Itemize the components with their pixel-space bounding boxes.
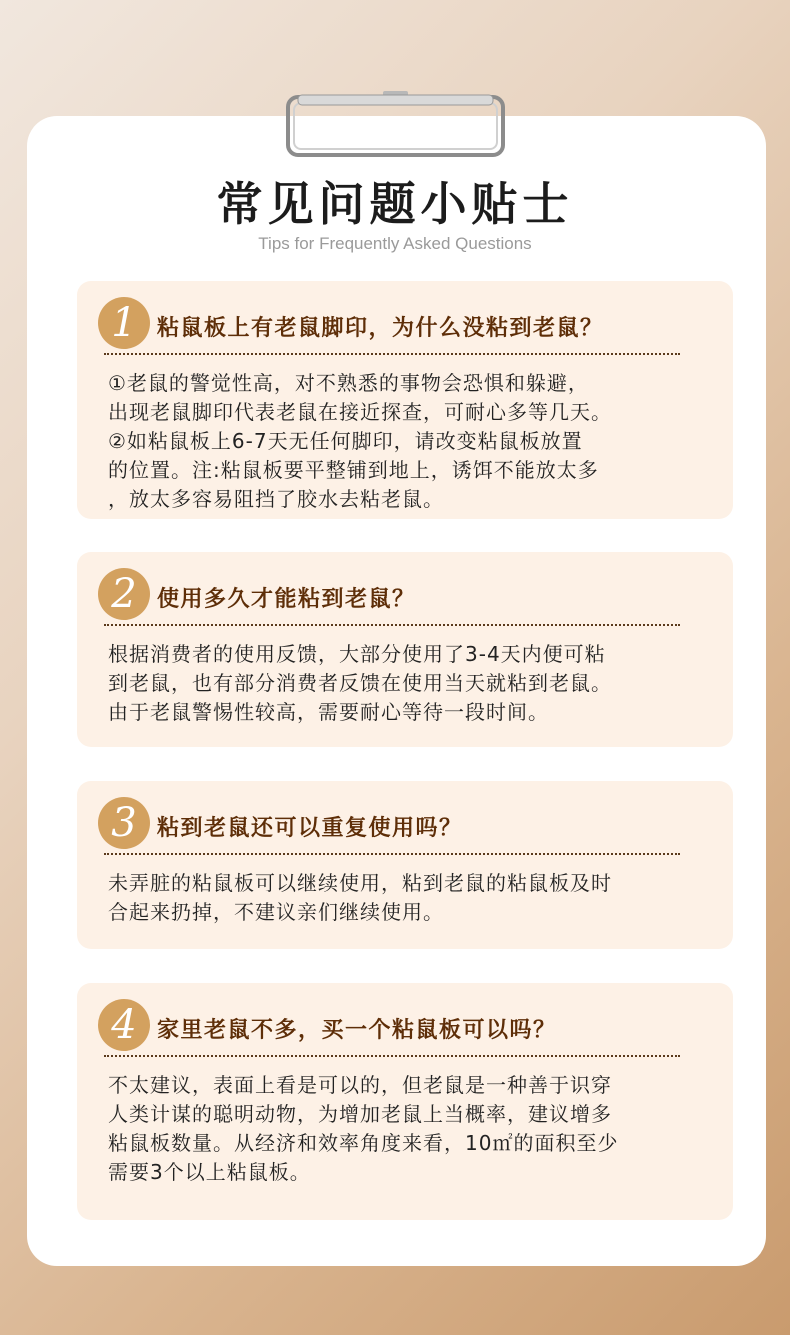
answer-line: 未弄脏的粘鼠板可以继续使用，粘到老鼠的粘鼠板及时 [108,871,612,895]
faq-question: 家里老鼠不多，买一个粘鼠板可以吗？ [157,1018,557,1043]
answer-line: 不太建议，表面上看是可以的，但老鼠是一种善于识穿 [108,1073,612,1097]
answer-line: 根据消费者的使用反馈，大部分使用了3-4天内便可粘 [108,642,606,666]
faq-question: 粘鼠板上有老鼠脚印，为什么没粘到老鼠？ [157,316,604,341]
dotted-divider [104,1055,680,1057]
answer-line: ①老鼠的警觉性高，对不熟悉的事物会恐惧和躲避， [108,371,589,395]
page-subtitle: Tips for Frequently Asked Questions [258,234,532,253]
page-title: 常见问题小贴士 [216,177,574,231]
faq-answer [108,369,726,514]
answer-line: 出现老鼠脚印代表老鼠在接近探查，可耐心多等几天。 [108,400,612,424]
faq-answer [108,1071,726,1187]
number-badge: 4 [98,999,150,1051]
number-badge: 1 [98,297,150,349]
faq-answer [108,869,726,927]
dotted-divider [104,624,680,626]
answer-line: ，放太多容易阻挡了胶水去粘老鼠。 [108,487,444,511]
faq-item [77,281,733,519]
dotted-divider [104,353,680,355]
clipboard-clip-icon [283,91,508,157]
answer-line: 由于老鼠警惕性较高，需要耐心等待一段时间。 [108,700,549,724]
number-badge: 2 [98,568,150,620]
faq-answer [108,640,726,727]
faq-item [77,983,733,1220]
faq-question: 粘到老鼠还可以重复使用吗？ [157,816,463,841]
answer-line: 的位置。注:粘鼠板要平整铺到地上，诱饵不能放太多 [108,458,599,482]
faq-question: 使用多久才能粘到老鼠？ [157,587,416,612]
faq-item [77,552,733,747]
dotted-divider [104,853,680,855]
answer-line: ②如粘鼠板上6-7天无任何脚印，请改变粘鼠板放置 [108,429,583,453]
answer-line: 需要3个以上粘鼠板。 [108,1160,311,1184]
answer-line: 粘鼠板数量。从经济和效率角度来看，10㎡的面积至少 [108,1131,619,1155]
answer-line: 人类计谋的聪明动物，为增加老鼠上当概率，建议增多 [108,1102,612,1126]
number-badge: 3 [98,797,150,849]
faq-item [77,781,733,949]
answer-line: 合起来扔掉，不建议亲们继续使用。 [108,900,444,924]
answer-line: 到老鼠，也有部分消费者反馈在使用当天就粘到老鼠。 [108,671,612,695]
